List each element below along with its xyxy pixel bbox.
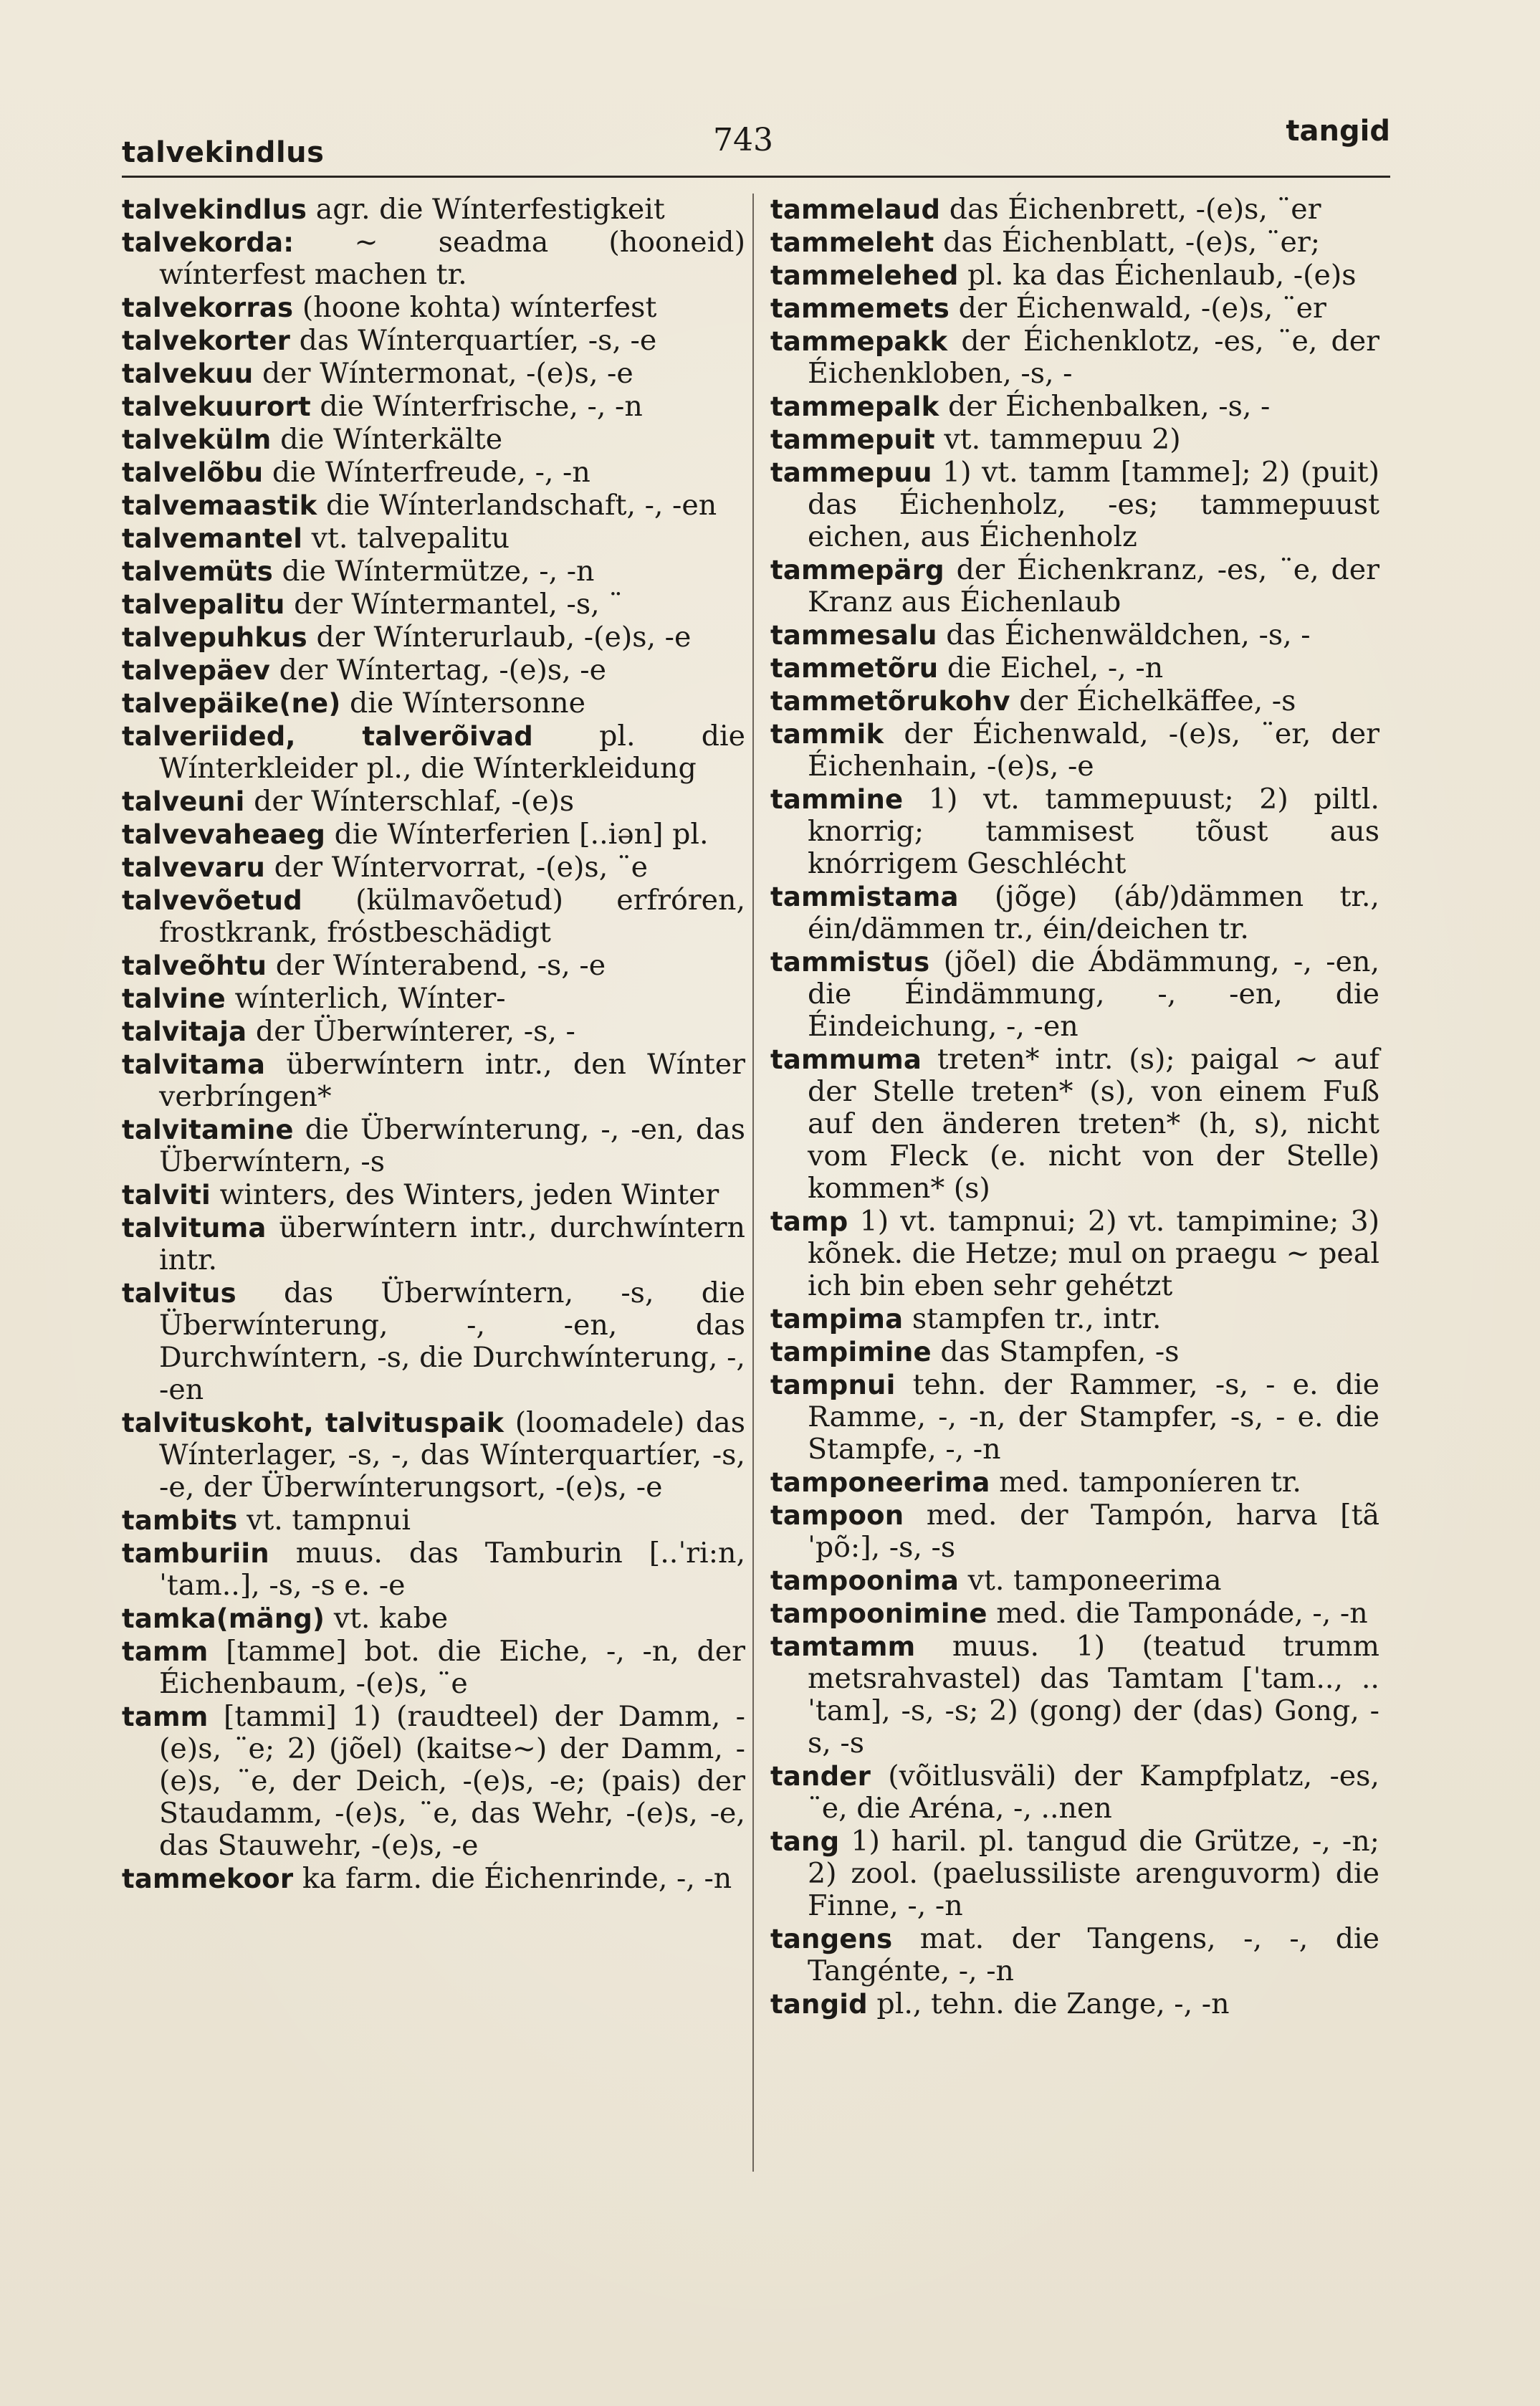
dictionary-entry [770,783,1379,880]
dictionary-entry [122,818,745,851]
entry-headword: tamka(mäng) [122,1603,325,1634]
entry-headword: tampima [770,1304,904,1335]
entry-definition: das Überwíntern, -s, die Überwínterung, -, -en, das Durchwíntern, -s, die Durchwínterung, -, -en [159,1276,745,1406]
entry-headword: talvekorda: [122,227,295,258]
dictionary-entry [122,1049,745,1113]
dictionary-entry [122,884,745,949]
dictionary-entry [122,983,745,1015]
entry-headword: tammik [770,719,884,750]
entry-headword: tamponeerima [770,1467,990,1498]
entry-headword: tammistus [770,947,930,978]
entry-definition: der Éichelkäffee, -s [1019,684,1296,717]
header-right-guideword: tangid [1286,115,1390,148]
entry-definition: ~ seadma (hooneid) wínterfest machen tr. [159,226,745,291]
dictionary-entry [122,720,745,785]
entry-definition: vt. tampnui [247,1504,411,1537]
entry-headword: talvine [122,983,226,1014]
entry-headword: tammetõrukohv [770,686,1010,717]
entry-headword: talvekuu [122,358,254,389]
dictionary-entry [122,457,745,489]
entry-definition: der Wínterschlaf, -(e)s [254,785,575,818]
entry-headword: talvitaja [122,1016,247,1047]
dictionary-entry [770,1565,1379,1597]
entry-definition: 1) vt. tamm [tamme]; 2) (puit) das Éichenholz, -es; tammepuust eichen, aus Éichenholz [808,456,1379,553]
entry-headword: talvevõetud [122,885,302,916]
dictionary-entry [770,1988,1379,2020]
dictionary-entry [770,424,1379,456]
entry-definition: agr. die Wínterfestigkeit [315,193,665,226]
entry-definition: treten* intr. (s); paigal ~ auf der Stelle treten* (s), von einem Fuß auf den änderen treten* (h, s), nicht vom Fleck (e. nicht von der Stelle) kommen* (s) [808,1043,1379,1205]
entry-definition: (hoone kohta) wínterfest [302,291,657,324]
entry-headword: tammekoor [122,1863,294,1894]
entry-definition: der Éichenklotz, -es, ¨e, der Éichenkloben, -s, - [808,325,1379,390]
dictionary-entry [770,1923,1379,1987]
dictionary-entry [122,1212,745,1276]
header-left-guideword: talvekindlus [122,136,325,169]
entry-headword: tampimine [770,1337,932,1367]
page-header [122,108,1390,169]
entry-headword: tammepalk [770,391,939,422]
dictionary-entry [122,1277,745,1406]
entry-definition: [tammi] 1) (raudteel) der Damm, -(e)s, ¨e; 2) (jõel) (kaitse~) der Damm, -(e)s, ¨e, der Deich, -(e)s, -e; (pais) der Staudamm, -(e)s, ¨e, das Wehr, -(e)s, -e, das Stauwehr, -(e)s, -e [159,1700,746,1862]
entry-definition: ka farm. die Éichenrinde, -, -n [302,1862,732,1895]
entry-definition: vt. tamponeerima [967,1564,1222,1597]
dictionary-entry [122,391,745,423]
entry-definition: pl. ka das Éichenlaub, -(e)s [967,259,1357,292]
entry-definition: die Wínterfreude, -, -n [272,456,590,489]
entry-definition: die Wínterfrische, -, -n [320,390,643,423]
entry-headword: tamburiin [122,1538,269,1569]
entry-headword: tammesalu [770,620,937,651]
entry-definition: der Wíntervorrat, -(e)s, ¨e [274,851,648,884]
dictionary-entry [122,194,745,226]
entry-headword: tammine [770,784,904,815]
header-rule [122,176,1390,178]
left-column [122,194,745,1896]
dictionary-entry [770,619,1379,651]
entry-definition: 1) vt. tampnui; 2) vt. tampimine; 3) kõnek. die Hetze; mul on praegu ~ peal ich bin eben sehr gehétzt [808,1205,1379,1302]
entry-headword: tander [770,1761,871,1792]
entry-headword: tammetõru [770,653,939,684]
dictionary-entry [770,1825,1379,1922]
entry-headword: tammelehed [770,260,959,291]
entry-definition: überwíntern intr., durchwíntern intr. [159,1211,745,1276]
entry-definition: (jõge) (áb/)dämmen tr., éin/dämmen tr., éin/deichen tr. [808,880,1379,945]
entry-definition: pl., tehn. die Zange, -, -n [876,1987,1230,2020]
entry-headword: talvekindlus [122,194,307,225]
entry-definition: stampfen tr., intr. [912,1302,1162,1335]
entry-definition: das Éichenwäldchen, -s, - [946,619,1311,651]
entry-headword: tammeleht [770,227,934,258]
entry-definition: der Éichenbalken, -s, - [947,390,1271,423]
entry-definition: die Überwínterung, -, -en, das Überwíntern, -s [159,1113,745,1178]
dictionary-entry [770,1598,1379,1630]
entry-definition: der Wíntertag, -(e)s, -e [279,654,606,687]
dictionary-entry [122,1504,745,1537]
entry-definition: der Éichenkranz, -es, ¨e, der Kranz aus Éichenlaub [808,553,1379,619]
entry-headword: talvevaru [122,852,266,883]
entry-definition: [tamme] bot. die Eiche, -, -n, der Éichenbaum, -(e)s, ¨e [159,1635,745,1700]
dictionary-entry [122,490,745,522]
entry-definition: das Stampfen, -s [940,1335,1180,1368]
dictionary-entry [122,424,745,456]
entry-definition: die Eichel, -, -n [947,651,1164,684]
entry-definition: der Éichenwald, -(e)s, ¨er, der Éichenhain, -(e)s, -e [808,717,1379,783]
entry-headword: talvituma [122,1213,267,1243]
dictionary-entry [770,718,1379,783]
entry-headword: talvitama [122,1049,266,1080]
entry-definition: der Wíntermantel, -s, ¨ [294,588,623,621]
entry-headword: talvepäike(ne) [122,688,341,719]
entry-headword: talveõhtu [122,950,267,981]
dictionary-entry [122,588,745,621]
dictionary-entry [122,522,745,555]
dictionary-entry [122,226,745,291]
dictionary-entry [770,685,1379,717]
dictionary-entry [122,555,745,588]
entry-headword: tamm [122,1636,209,1667]
entry-definition: die Wínterkälte [280,423,503,456]
entry-headword: tang [770,1826,840,1857]
dictionary-entry [122,358,745,390]
entry-definition: muus. das Tamburin [..ˈri:n, ˈtam..], -s, -s e. -e [159,1537,745,1602]
entry-definition: (jõel) die Ábdämmung, -, -en, die Éindämmung, -, -en, die Éindeichung, -, -en [808,945,1379,1043]
dictionary-entry [770,391,1379,423]
entry-definition: (külmavõetud) erfróren, frostkrank, fróstbeschädigt [159,884,745,949]
entry-definition: die Wíntersonne [350,687,585,720]
entry-headword: tampnui [770,1370,896,1400]
entry-headword: tammepuit [770,424,935,455]
entry-definition: die Wínterferien [..iən] pl. [334,818,709,851]
entry-headword: talvepuhkus [122,622,307,653]
entry-headword: talvemüts [122,556,273,587]
entry-definition: 1) haril. pl. tangud die Grütze, -, -n; 2) zool. (paelussiliste arenguvorm) die Finne, -, -n [808,1825,1379,1922]
entry-headword: talvemaastik [122,490,317,521]
dictionary-entry [770,554,1379,619]
dictionary-entry [122,654,745,687]
entry-definition: das Éichenbrett, -(e)s, ¨er [949,193,1321,226]
entry-headword: tambits [122,1505,238,1536]
entry-headword: talvepalitu [122,589,285,620]
dictionary-entry [122,1179,745,1211]
dictionary-entry [122,1114,745,1178]
dictionary-entry [770,259,1379,292]
dictionary-entry [770,325,1379,390]
dictionary-entry [122,1863,745,1895]
dictionary-entry [122,1407,745,1504]
dictionary-entry [770,946,1379,1043]
entry-headword: talveuni [122,786,245,817]
dictionary-entry [770,1631,1379,1760]
dictionary-entry [122,1537,745,1602]
entry-definition: med. tamponíeren tr. [999,1466,1301,1499]
entry-headword: talvekuurort [122,391,311,422]
entry-definition: der Wíntermonat, -(e)s, -e [262,357,633,390]
entry-headword: talvituskoht, talvituspaik [122,1408,504,1438]
entry-definition: (loomadele) das Wínterlager, -s, -, das Wínterquartíer, -s, -e, der Überwínterungsort, -(e)s, -e [159,1406,746,1504]
entry-headword: tamp [770,1206,848,1237]
dictionary-entry [122,292,745,324]
entry-headword: talvitamine [122,1114,294,1145]
entry-definition: der Überwínterer, -s, - [255,1015,575,1048]
entry-definition: muus. 1) (teatud trumm metsrahvastel) das Tamtam [ˈtam.., ..ˈtam], -s, -s; 2) (gong) der (das) Gong, -s, -s [808,1630,1379,1760]
entry-definition: das Éichenblatt, -(e)s, ¨er; [943,226,1321,259]
dictionary-entry [122,1603,745,1635]
entry-headword: tammepakk [770,326,948,357]
entry-headword: talvitus [122,1278,236,1309]
entry-headword: talvevaheaeg [122,819,326,850]
dictionary-entry [770,652,1379,684]
dictionary-entry [122,950,745,982]
entry-definition: winters, des Winters, jeden Winter [219,1178,719,1211]
entry-definition: 1) vt. tammepuust; 2) piltl. knorrig; tammisest tõust aus knórrigem Geschlécht [808,783,1379,880]
entry-definition: (võitlusväli) der Kampfplatz, -es, ¨e, die Aréna, -, ..nen [808,1760,1379,1825]
entry-definition: tehn. der Rammer, -s, - e. die Ramme, -, -n, der Stampfer, -s, - e. die Stampfe, -, -n [808,1368,1379,1466]
entry-definition: pl. die Wínterkleider pl., die Wínterkleidung [159,720,746,785]
entry-headword: tammemets [770,293,950,324]
entry-definition: das Wínterquartíer, -s, -e [299,324,657,357]
dictionary-entry [770,1303,1379,1335]
dictionary-entry [770,881,1379,945]
dictionary-entry [770,457,1379,553]
entry-headword: talvepäev [122,655,271,686]
dictionary-entry [122,1636,745,1700]
dictionary-entry [122,325,745,357]
dictionary-entry [770,1466,1379,1499]
dictionary-entry [770,1206,1379,1302]
entry-headword: tampoon [770,1500,904,1531]
dictionary-entry [122,1016,745,1048]
entry-definition: vt. kabe [333,1602,449,1635]
entry-headword: talvekorter [122,325,291,356]
entry-definition: wínterlich, Wínter- [234,982,506,1015]
entry-definition: der Éichenwald, -(e)s, ¨er [958,292,1326,325]
entry-headword: tampoonima [770,1565,960,1596]
dictionary-entry [770,1044,1379,1205]
dictionary-entry [122,851,745,884]
entry-headword: talveriided, talverõivad [122,721,533,752]
entry-headword: tamtamm [770,1631,916,1662]
entry-headword: tangid [770,1989,868,2020]
entry-definition: die Wíntermütze, -, -n [282,555,595,588]
entry-headword: tammelaud [770,194,941,225]
dictionary-entry [122,687,745,720]
entry-headword: talvelõbu [122,457,264,488]
entry-definition: vt. talvepalitu [311,522,510,555]
column-divider [752,194,754,2172]
entry-headword: tampoonimine [770,1598,987,1629]
entry-definition: der Wínterabend, -s, -e [275,949,606,982]
dictionary-entry [122,621,745,654]
dictionary-entry [770,226,1379,259]
entry-headword: tammepuu [770,457,932,488]
dictionary-entry [122,1701,745,1862]
dictionary-entry [770,1499,1379,1564]
dictionary-entry [122,786,745,818]
entry-headword: tamm [122,1701,209,1732]
entry-headword: tammistama [770,882,959,912]
dictionary-entry [770,194,1379,226]
page-number: 743 [713,122,773,158]
dictionary-entry [770,292,1379,325]
right-column [770,194,1379,2021]
dictionary-entry [770,1369,1379,1466]
entry-headword: tammepärg [770,555,944,586]
dictionary-entry [770,1760,1379,1825]
entry-headword: tammuma [770,1044,922,1075]
dictionary-entry [770,1336,1379,1368]
entry-definition: med. die Tamponáde, -, -n [996,1597,1368,1630]
entry-headword: tangens [770,1924,893,1954]
entry-definition: die Wínterlandschaft, -, -en [326,489,717,522]
entry-definition: med. der Tampón, harva [tãˈpõ:], -s, -s [808,1499,1379,1564]
entry-definition: vt. tammepuu 2) [944,423,1181,456]
entry-headword: talvemantel [122,523,303,554]
entry-headword: talviti [122,1180,211,1211]
entry-definition: überwíntern intr., den Wínter verbríngen* [159,1048,745,1113]
entry-definition: der Wínterurlaub, -(e)s, -e [316,621,692,654]
entry-definition: mat. der Tangens, -, -, die Tangénte, -, -n [808,1922,1379,1987]
entry-headword: talvekorras [122,292,294,323]
entry-headword: talvekülm [122,424,272,455]
